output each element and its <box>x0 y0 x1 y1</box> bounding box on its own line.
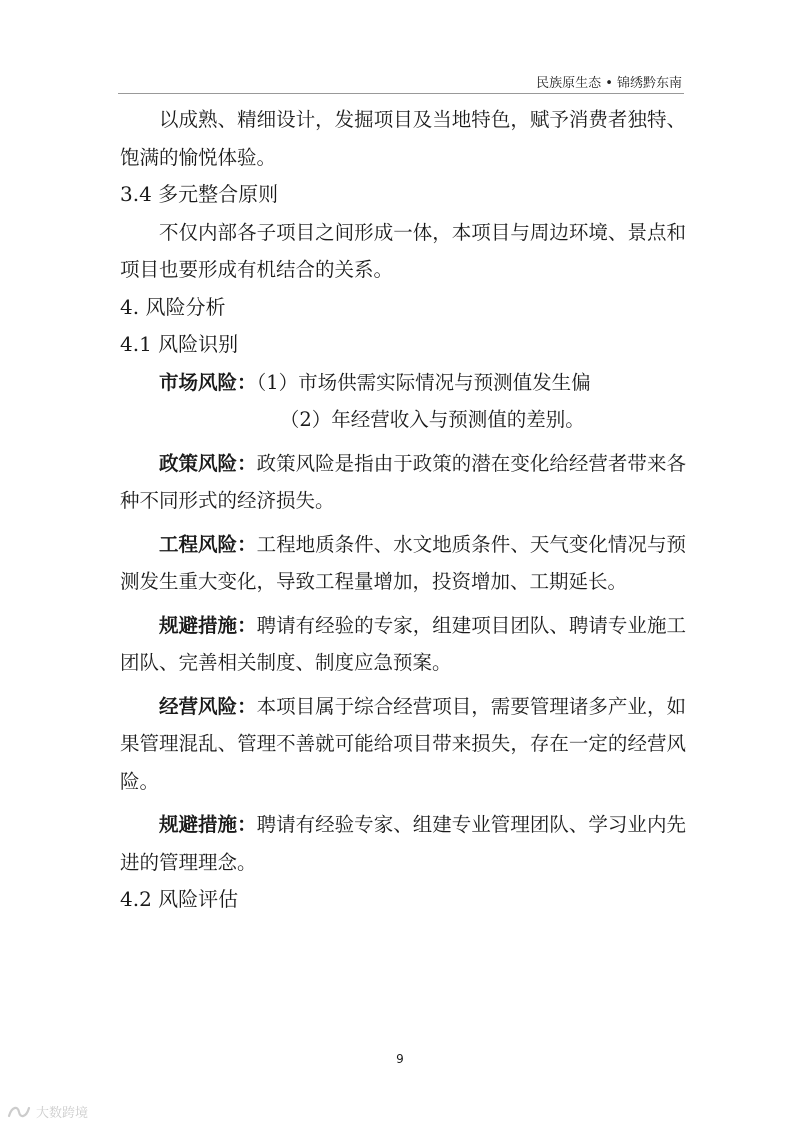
market-risk-label: 市场风险： <box>159 370 257 394</box>
market-risk-line-2: （2）年经营收入与预测值的差别。 <box>279 408 585 431</box>
heading-4-1: 4.1 风险识别 <box>120 332 239 356</box>
avoidance-measures-label-1: 规避措施： <box>159 613 257 637</box>
header-rule <box>118 93 684 94</box>
market-risk-item-1: （1）市场供需实际情况与预测值发生偏 <box>256 370 591 394</box>
avoidance-measures-label-2: 规避措施： <box>159 813 257 836</box>
engineering-risk-label: 工程风险： <box>159 532 257 556</box>
watermark <box>6 1102 88 1121</box>
policy-risk-paragraph <box>120 445 686 520</box>
avoidance-measures-text-1: 聘请有经验的专家，组建项目团队、聘请专业施工团队、完善相关制度、制度应急预案。 <box>120 613 686 674</box>
policy-risk-text: 政策风险是指由于政策的潜在变化给经营者带来各种不同形式的经济损失。 <box>120 451 686 512</box>
operation-risk-paragraph <box>120 688 686 801</box>
engineering-risk-text: 工程地质条件、水文地质条件、天气变化情况与预测发生重大变化，导致工程量增加，投资增加、工期延长。 <box>120 532 686 593</box>
operation-risk-label: 经营风险： <box>159 694 257 718</box>
document-body <box>120 101 686 919</box>
page-number: 9 <box>396 1052 404 1066</box>
engineering-risk-paragraph <box>120 526 686 601</box>
paragraph-design: 以成熟、精细设计，发掘项目及当地特色，赋予消费者独特、饱满的愉悦体验。 <box>120 108 686 169</box>
market-risk-line-1 <box>120 364 686 402</box>
avoidance-measures-text-2: 聘请有经验专家、组建专业管理团队、学习业内先进的管理理念。 <box>120 813 686 874</box>
avoidance-measures-paragraph-2 <box>120 806 686 881</box>
heading-4-2: 4.2 风险评估 <box>120 887 239 911</box>
watermark-text: 大数跨境 <box>36 1106 89 1121</box>
paragraph-integration: 不仅内部各子项目之间形成一体，本项目与周边环境、景点和项目也要形成有机结合的关系。 <box>120 220 686 281</box>
watermark-logo-icon <box>6 1104 32 1120</box>
policy-risk-label: 政策风险： <box>159 451 257 475</box>
heading-3-4: 3.4 多元整合原则 <box>120 182 279 206</box>
running-header: 民族原生态 • 锦绣黔东南 <box>536 76 682 91</box>
operation-risk-text: 本项目属于综合经营项目，需要管理诸多产业，如果管理混乱、管理不善就可能给项目带来损失，存在一定的经营风险。 <box>120 694 686 793</box>
avoidance-measures-paragraph-1 <box>120 607 686 682</box>
heading-4: 4. 风险分析 <box>120 294 226 319</box>
